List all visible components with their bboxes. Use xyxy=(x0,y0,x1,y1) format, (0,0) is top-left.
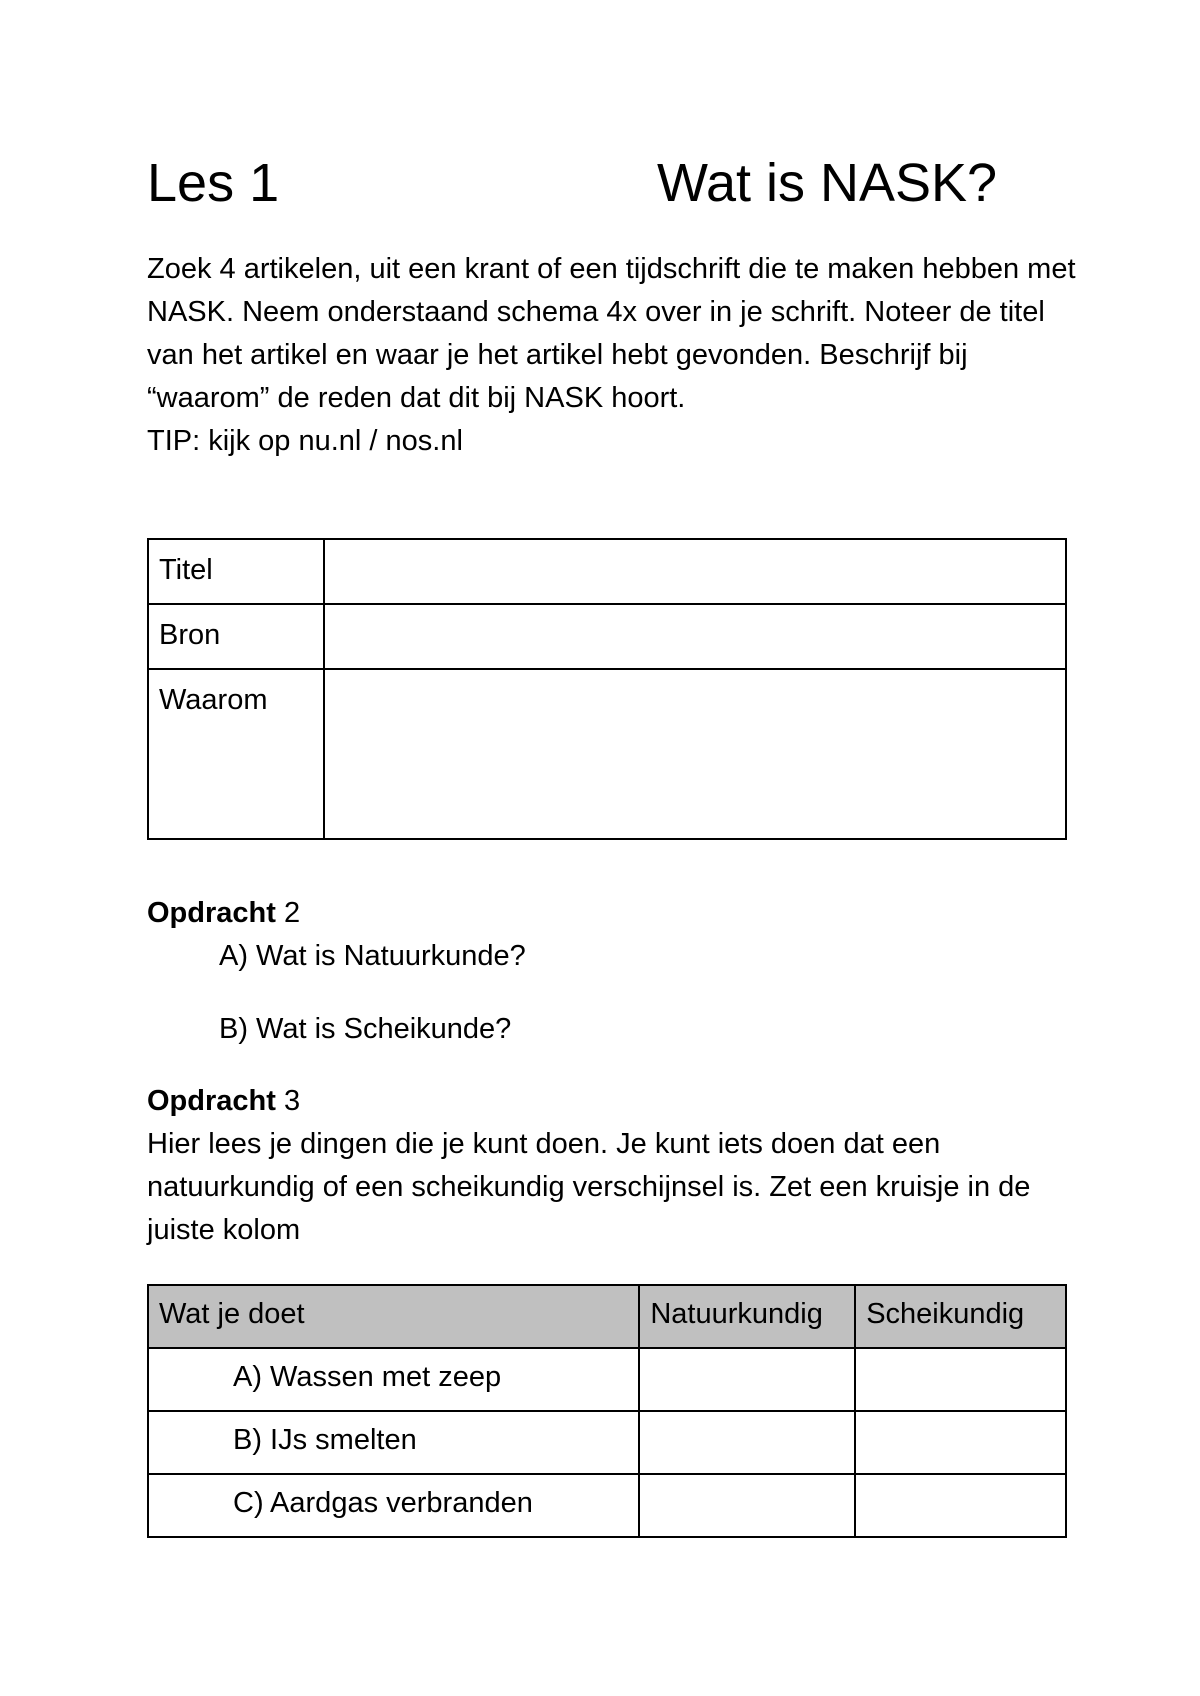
opdracht-number: 2 xyxy=(283,897,301,929)
page-header xyxy=(147,148,1067,218)
opdracht-2-heading xyxy=(147,892,526,935)
opdracht-2-section xyxy=(147,892,526,1051)
schema-label-bron: Bron xyxy=(148,604,324,669)
activity-cell: C) Aardgas verbranden xyxy=(148,1474,639,1537)
natuurkundig-check-cell xyxy=(639,1348,855,1411)
opdracht-3-heading xyxy=(147,1080,1087,1123)
intro-text: Zoek 4 artikelen, uit een krant of een tijdschrift die te maken hebben met NASK. Neem onderstaand schema 4x over in je schrift. Noteer de titel van het artikel en waar je het artikel hebt gevonden. Beschrijf bij “waarom” de reden dat dit bij NASK hoort. xyxy=(147,253,1076,414)
table-row xyxy=(148,539,1066,604)
schema-value-cell xyxy=(324,604,1066,669)
table-header-row xyxy=(148,1285,1066,1348)
intro-tip: TIP: kijk op nu.nl / nos.nl xyxy=(147,425,463,457)
natuurkundig-check-cell xyxy=(639,1474,855,1537)
table-row xyxy=(148,1348,1066,1411)
table-row xyxy=(148,1474,1066,1537)
activity-cell: B) IJs smelten xyxy=(148,1411,639,1474)
page-title: Wat is NASK? xyxy=(657,153,998,213)
header-wat-je-doet: Wat je doet xyxy=(148,1285,639,1348)
article-schema-table xyxy=(147,538,1067,840)
header-scheikundig: Scheikundig xyxy=(855,1285,1066,1348)
schema-value-cell xyxy=(324,539,1066,604)
opdracht-3-text: Hier lees je dingen die je kunt doen. Je kunt iets doen dat een natuurkundig of een scheikundig verschijnsel is. Zet een kruisje in de juiste kolom xyxy=(147,1128,1031,1246)
schema-label-waarom: Waarom xyxy=(148,669,324,839)
opdracht-label: Opdracht xyxy=(147,897,276,929)
table-row xyxy=(148,1411,1066,1474)
question-b: B) Wat is Scheikunde? xyxy=(219,1013,512,1045)
schema-label-titel: Titel xyxy=(148,539,324,604)
question-a: A) Wat is Natuurkunde? xyxy=(219,940,526,972)
intro-section xyxy=(147,248,1087,463)
table-row xyxy=(148,604,1066,669)
activity-cell: A) Wassen met zeep xyxy=(148,1348,639,1411)
natuurkundig-check-cell xyxy=(639,1411,855,1474)
opdracht-label: Opdracht xyxy=(147,1085,276,1117)
phenomena-table xyxy=(147,1284,1067,1538)
table-row xyxy=(148,669,1066,839)
schema-value-cell xyxy=(324,669,1066,839)
scheikundig-check-cell xyxy=(855,1411,1066,1474)
scheikundig-check-cell xyxy=(855,1474,1066,1537)
scheikundig-check-cell xyxy=(855,1348,1066,1411)
opdracht-number: 3 xyxy=(283,1085,301,1117)
opdracht-3-section xyxy=(147,1080,1087,1252)
lesson-number: Les 1 xyxy=(147,153,280,213)
header-natuurkundig: Natuurkundig xyxy=(639,1285,855,1348)
